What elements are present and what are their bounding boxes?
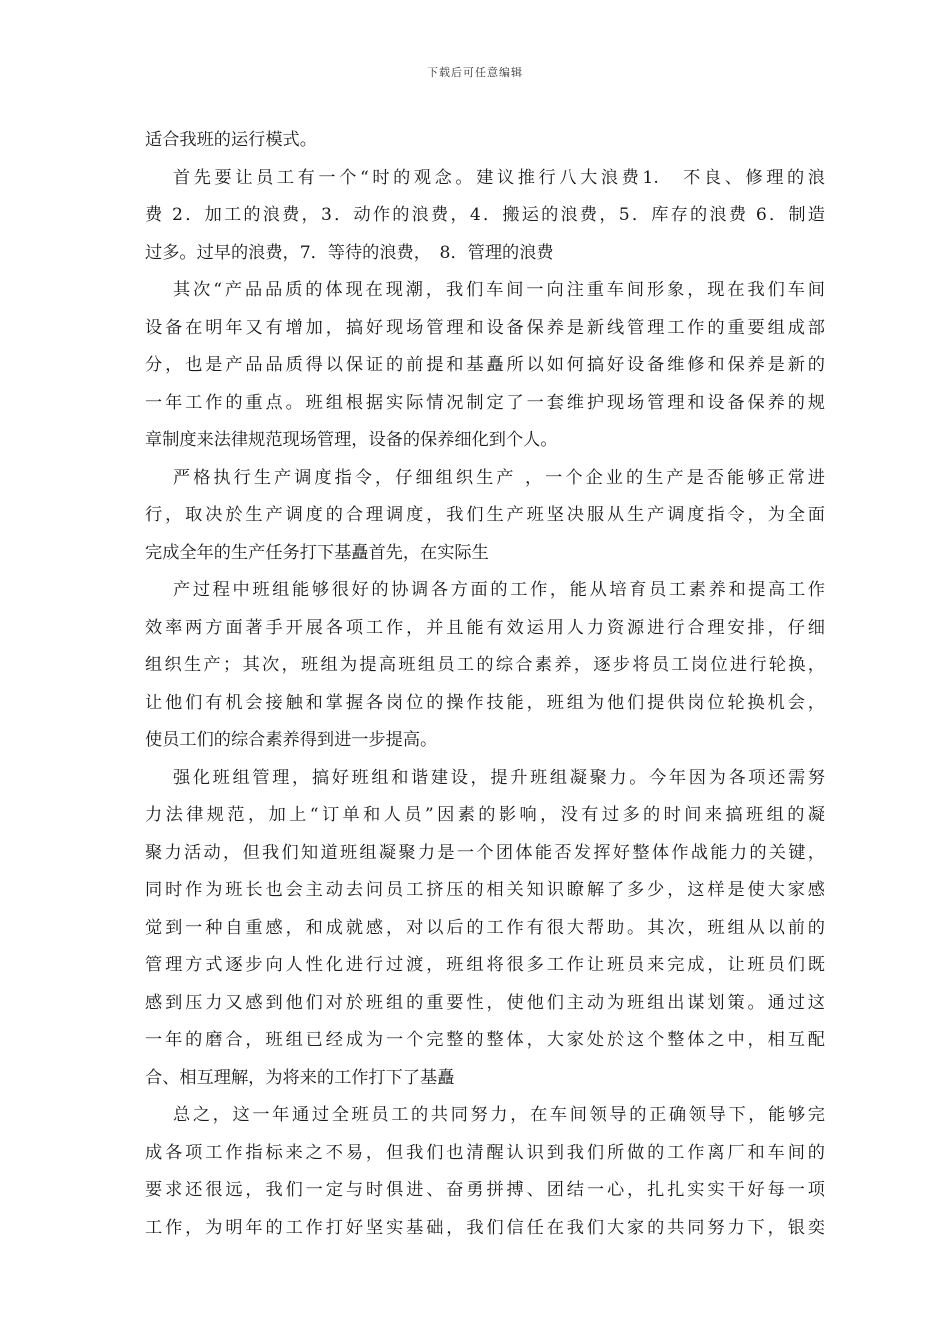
paragraph-line: 设备在明年又有增加，搞好现场管理和设备保养是新线管理工作的重要组成部: [145, 317, 825, 338]
paragraph-line: 合、相互理解，为将来的工作打下了基矗: [145, 1067, 455, 1088]
paragraph-line: 让他们有机会接触和掌握各岗位的操作技能，班组为他们提供岗位轮换机会，: [145, 692, 825, 713]
paragraph-line: 一年工作的重点。班组根据实际情况制定了一套维护现场管理和设备保养的规: [145, 392, 825, 413]
paragraph-line: 费 2．加工的浪费，3．动作的浪费，4．搬运的浪费，5．库存的浪费 6．制造: [145, 205, 825, 225]
paragraph-line: 行，取决於生产调度的合理调度，我们生产班坚决服从生产调度指令，为全面: [145, 505, 825, 525]
paragraph-line: 力法律规范，加上“订单和人员”因素的影响，没有过多的时间来搞班组的凝: [145, 805, 825, 825]
paragraph-line: 觉到一种自重感，和成就感，对以后的工作有很大帮助。其次，班组从以前的: [145, 917, 825, 938]
paragraph-line: 过多。过早的浪费，7．等待的浪费， 8．管理的浪费: [145, 242, 554, 263]
paragraph-first-line: 总之，这一年通过全班员工的共同努力，在车间领导的正确领导下，能够完: [173, 1105, 825, 1125]
paragraph-line: 同时作为班长也会主动去问员工挤压的相关知识瞭解了多少，这样是使大家感: [145, 880, 825, 900]
paragraph-first-line: 首先要让员工有一个“时的观念。建议推行八大浪费1. 不良、修理的浪: [173, 167, 825, 188]
document-body: [145, 122, 825, 1247]
paragraph-first-line: 产过程中班组能够很好的协调各方面的工作，能从培育员工素养和提高工作: [173, 580, 825, 600]
paragraph-first-line: 强化班组管理，搞好班组和谐建设，提升班组凝聚力。今年因为各项还需努: [173, 767, 825, 788]
paragraph-line: 分，也是产品品质得以保证的前提和基矗所以如何搞好设备维修和保养是新的: [145, 355, 825, 375]
paragraph-first-line: 其次“产品品质的体现在现潮，我们车间一向注重车间形象，现在我们车间: [173, 280, 825, 300]
paragraph-line: 要求还很远，我们一定与时俱进、奋勇拼搏、团结一心，扎扎实实干好每一项: [145, 1180, 825, 1200]
paragraph-line: 组织生产；其次，班组为提高班组员工的综合素养，逐步将员工岗位进行轮换，: [145, 655, 825, 675]
paragraph-line: 管理方式逐步向人性化进行过渡，班组将很多工作让班员来完成，让班员们既: [145, 955, 825, 975]
paragraph-line: 效率两方面著手开展各项工作，并且能有效运用人力资源进行合理安排，仔细: [145, 617, 825, 638]
page-header: 下载后可任意编辑: [427, 66, 523, 79]
paragraph-line: 成各项工作指标来之不易，但我们也清醒认识到我们所做的工作离厂和车间的: [145, 1142, 825, 1163]
paragraph-line: 工作，为明年的工作打好坚实基础，我们信任在我们大家的共同努力下，银奕: [145, 1217, 825, 1238]
paragraph-line: 一年的磨合，班组已经成为一个完整的整体，大家处於这个整体之中，相互配: [145, 1030, 825, 1050]
paragraph-line: 感到压力又感到他们对於班组的重要性，使他们主动为班组出谋划策。通过这: [145, 992, 825, 1013]
paragraph-line: 聚力活动，但我们知道班组凝聚力是一个团体能否发挥好整体作战能力的关键，: [145, 842, 825, 863]
paragraph-first-line: 严格执行生产调度指令，仔细组织生产 ，一个企业的生产是否能够正常进: [173, 467, 825, 488]
paragraph-line: 使员工们的综合素养得到进一步提高。: [145, 730, 438, 750]
paragraph-line: 适合我班的运行模式。: [145, 130, 317, 150]
paragraph-line: 完成全年的生产任务打下基矗首先，在实际生: [145, 542, 489, 563]
paragraph-line: 章制度来法律规范现场管理，设备的保养细化到个人。: [145, 430, 558, 450]
